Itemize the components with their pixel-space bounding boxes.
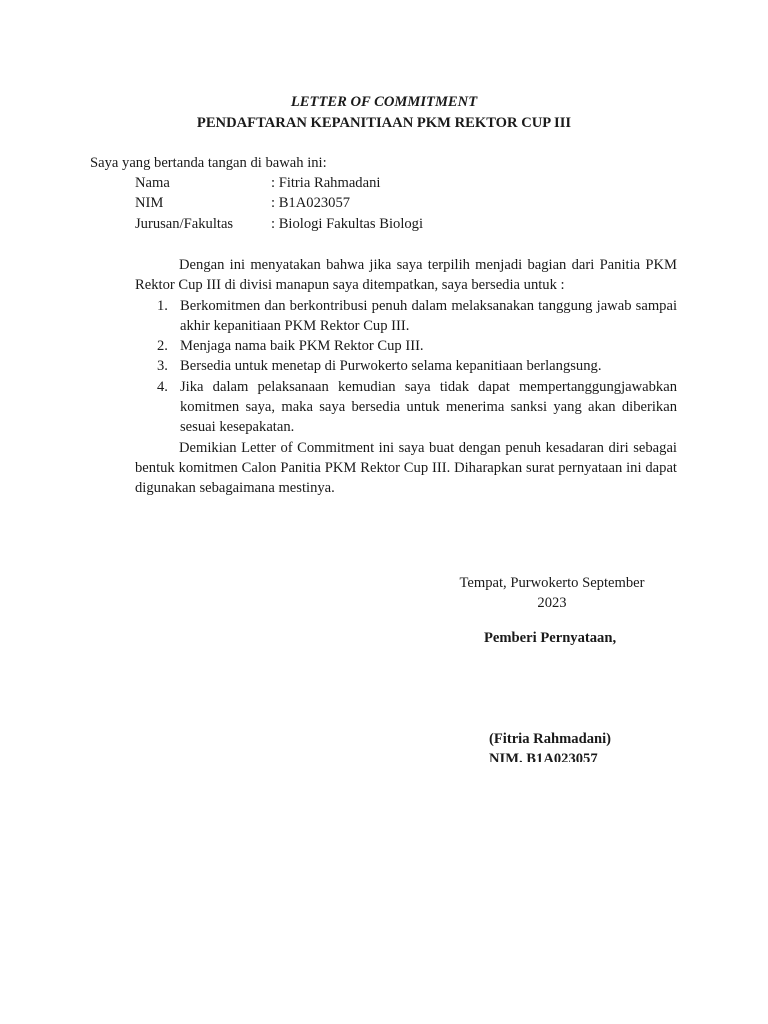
document-title: LETTER OF COMMITMENT [290,94,478,110]
intro-text: Saya yang bertanda tangan di bawah ini: [90,155,327,171]
identity-row-nim [135,193,535,213]
list-item-text: Menjaga nama baik PKM Rektor Cup III. [180,338,424,355]
document-subtitle: PENDAFTARAN KEPANITIAAN PKM REKTOR CUP III [196,115,572,131]
list-item [135,336,677,356]
place-date [440,573,664,614]
place-date-line: Tempat, Purwokerto September [459,575,645,591]
list-item-number: 3. [157,358,168,375]
closing-paragraph: Demikian Letter of Commitment ini saya buat dengan penuh kesadaran diri sebagai bentuk komitmen Calon Panitia PKM Rektor Cup III. Diharapkan surat pernyataan ini dapat digunakan sebagaimana mestinya. [135,439,677,497]
list-item-number: 1. [157,297,168,314]
list-item [135,356,677,376]
signer-name: (Fitria Rahmadani) [489,731,612,747]
list-item-text: Berkomitmen dan berkontribusi penuh dalam melaksanakan tanggung jawab sampai akhir kepanitiaan PKM Rektor Cup III. [180,297,677,334]
identity-row-name [135,173,535,193]
list-item-text: Bersedia untuk menetap di Purwokerto selama kepanitiaan berlangsung. [180,358,602,375]
place-date-year: 2023 [537,595,567,612]
identity-label: Nama [135,175,170,191]
identity-table [135,173,535,234]
identity-label: Jurusan/Fakultas [135,215,234,232]
identity-value: : Fitria Rahmadani [271,175,381,191]
identity-row-department [135,214,535,234]
statement-giver-label: Pemberi Pernyataan, [484,630,617,646]
list-item-text: Jika dalam pelaksanaan kemudian saya tidak dapat mempertanggungjawabkan komitmen saya, maka saya bersedia untuk menerima sanksi yang akan diberikan sesuai kesepakatan. [180,378,677,436]
list-item-number: 2. [157,338,168,355]
list-item [135,377,677,438]
letter-body [135,255,677,499]
identity-label: NIM [135,195,164,212]
statement-paragraph: Dengan ini menyatakan bahwa jika saya terpilih menjadi bagian dari Panitia PKM Rektor Cup III di divisi manapun saya ditempatkan, saya bersedia untuk : [135,257,677,294]
signer-nim: NIM. B1A023057 [489,751,598,762]
identity-value: : B1A023057 [271,195,351,212]
list-item [135,296,677,337]
commitment-list [135,296,677,438]
list-item-number: 4. [157,378,168,395]
identity-value: : Biologi Fakultas Biologi [271,215,424,232]
